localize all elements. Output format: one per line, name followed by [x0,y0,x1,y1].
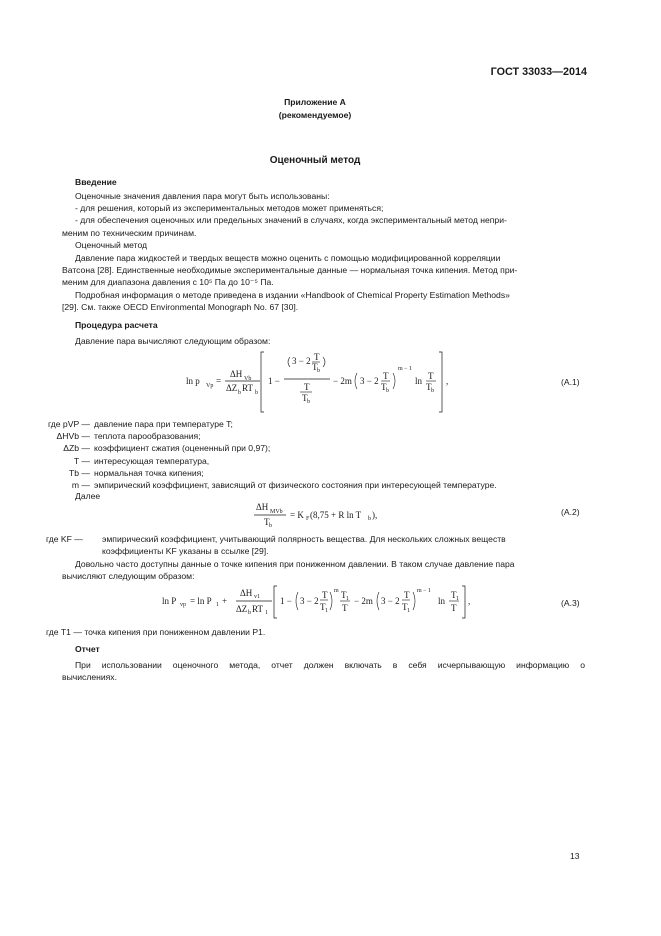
where-symbol: ΔZb — [63,443,90,454]
where-text: теплота парообразования; [94,431,201,442]
svg-text:T: T [304,382,310,392]
equation-a2-number: (А.2) [561,507,580,517]
svg-text:RT: RT [242,383,253,393]
where-text: коэффициент сжатия (оцененный при 0,97); [94,443,271,454]
svg-text:ln: ln [438,596,446,606]
svg-text:T: T [302,393,308,403]
svg-text:1 −: 1 − [268,376,280,386]
svg-text:− 2m: − 2m [354,596,373,606]
svg-text:3 − 2: 3 − 2 [360,376,379,386]
report-heading: Отчет [75,644,100,654]
appendix-title: Приложение А [284,97,346,107]
appendix-subtitle: (рекомендуемое) [278,110,352,120]
equation-a1 [180,348,460,418]
intro-bullet1: - для решения, который из экспериментальных методов может применяться; [75,203,384,213]
where-list-1 [30,418,497,491]
where-symbol: ΔHVb — [56,431,90,442]
equation-a3-number: (А.3) [561,598,580,608]
intro-p3c: меним для диапазона давления с 10⁵ Па до 10⁻⁵ Па. [62,277,274,287]
where-text: нормальная точка кипения; [94,467,204,478]
svg-text:1: 1 [325,608,328,614]
svg-text:T: T [428,371,434,381]
where-symbol: Tb — [68,467,90,478]
svg-text:+: + [222,596,228,606]
svg-text:T: T [426,382,432,392]
intro-p4a: Подробная информация о методе приведена в издании «Handbook of Chemical Property Estimation Methods» [75,290,510,300]
svg-text:1: 1 [407,608,410,614]
equation-a1-number: (А.1) [561,377,580,387]
where-text: давление пара при температуре T; [94,419,233,429]
svg-text:ΔH: ΔH [256,502,269,512]
svg-text:b: b [386,388,389,394]
where-row [30,467,497,479]
svg-text:T: T [402,602,408,612]
svg-text:T: T [264,517,270,527]
where-symbol: где pVP — [48,419,90,429]
svg-text:= K: = K [290,510,304,520]
svg-text:1: 1 [456,596,459,602]
svg-text:− 2m: − 2m [333,376,352,386]
where-row [30,442,497,454]
intro-p3b: Ватсона [28]. Единственные необходимые экспериментальные данные — нормальная точка кипения. Метод при- [62,265,518,275]
procedure-p2b: вычисляют следующим образом: [62,571,195,581]
svg-text:ΔH: ΔH [230,369,243,379]
svg-text:1: 1 [265,610,268,616]
svg-text:m − 1: m − 1 [398,366,413,372]
svg-text:3 − 2: 3 − 2 [292,356,311,366]
where-2-symbol: где KF — [46,534,83,544]
intro-p2: Оценочный метод [75,240,148,250]
svg-text:b: b [248,610,251,616]
where-2-text-a: эмпирический коэффициент, учитывающий полярность вещества. Для нескольких сложных веществ [102,534,506,544]
svg-text:ΔH: ΔH [240,588,253,598]
intro-p3a: Давление пара жидкостей и твердых веществ можно оценить с помощью модифицированной корреляции [75,253,501,263]
svg-text:T: T [381,382,387,392]
svg-text:vp: vp [180,602,186,608]
svg-text:T: T [312,362,318,372]
svg-text:b: b [368,516,371,522]
svg-text:Vb: Vb [244,376,252,382]
svg-text:T: T [342,603,348,613]
svg-text:v1: v1 [254,594,260,600]
svg-text:3 − 2: 3 − 2 [300,596,319,606]
svg-text:MVb: MVb [270,509,283,515]
where-symbol: T — [73,455,90,466]
section-title: Оценочный метод [269,155,361,166]
svg-text:= ln P: = ln P [190,596,212,606]
intro-p4b: [29]. См. также OECD Environmental Monograph No. 67 [30]. [62,302,299,312]
svg-text:T: T [314,352,320,362]
svg-text:Vp: Vp [206,383,214,389]
svg-text:ΔZ: ΔZ [226,383,238,393]
svg-text:(8,75 + R ln T: (8,75 + R ln T [310,510,362,520]
svg-text:1 −: 1 − [280,596,292,606]
where-2-text-b: коэффициенты KF указаны в ссылке [29]. [102,546,269,556]
svg-text:1: 1 [216,602,219,608]
procedure-p2a: Довольно часто доступны данные о точке кипения при пониженном давлении. В таком случае давление пара [75,559,515,569]
svg-text:,: , [468,596,471,606]
where-row [30,455,497,467]
svg-text:,: , [446,376,449,386]
where-3-text: где T1 — точка кипения при пониженном давлении P1. [46,627,266,637]
svg-text:b: b [269,523,272,529]
where-row [30,418,497,430]
svg-text:T: T [322,590,328,600]
where-text: эмпирический коэффициент, зависящий от физического состояния при интересующей температуре. [94,480,497,491]
where-text: интересующая температура, [94,455,210,466]
where-row [30,430,497,442]
svg-text:T: T [404,590,410,600]
svg-text:F: F [306,516,310,522]
equation-a3 [160,583,480,621]
report-p1a: При использовании оценочного метода, отчет должен включать в себя исчерпывающую информацию о [75,660,585,670]
procedure-p1: Давление пара вычисляют следующим образом: [75,336,271,346]
intro-p1: Оценочные значения давления пара могут быть использованы: [75,191,330,201]
svg-text:ln: ln [415,376,423,386]
svg-text:T: T [320,602,326,612]
svg-text:ΔZ: ΔZ [236,604,248,614]
svg-text:T: T [383,371,389,381]
svg-text:b: b [255,390,258,396]
svg-text:b: b [317,368,320,374]
svg-text:ln P: ln P [162,596,177,606]
svg-text:b: b [307,399,310,405]
svg-text:b: b [238,390,241,396]
svg-text:m − 1: m − 1 [417,588,432,594]
svg-text:1: 1 [346,596,349,602]
procedure-heading: Процедура расчета [75,320,158,330]
equation-a2 [250,498,390,530]
intro-heading: Введение [75,177,117,187]
page-number: 13 [570,851,580,861]
intro-bullet2a: - для обеспечения оценочных или предельных значений в случаях, когда экспериментальный метод непри- [75,215,507,225]
intro-bullet2b: меним по техническим причинам. [62,228,197,238]
svg-text:),: ), [372,510,378,520]
report-p1b: вычислениях. [62,672,117,682]
svg-text:T: T [451,590,457,600]
svg-text:ln p: ln p [186,376,200,386]
svg-text:b: b [431,388,434,394]
svg-text:RT: RT [252,604,263,614]
svg-text:=: = [216,376,222,386]
svg-text:m: m [334,588,339,594]
svg-text:T: T [341,590,347,600]
svg-text:3 − 2: 3 − 2 [381,596,400,606]
document-id: ГОСТ 33033—2014 [490,66,587,78]
further-text: Далее [75,491,101,501]
svg-text:T: T [451,603,457,613]
where-symbol: m — [71,480,90,491]
